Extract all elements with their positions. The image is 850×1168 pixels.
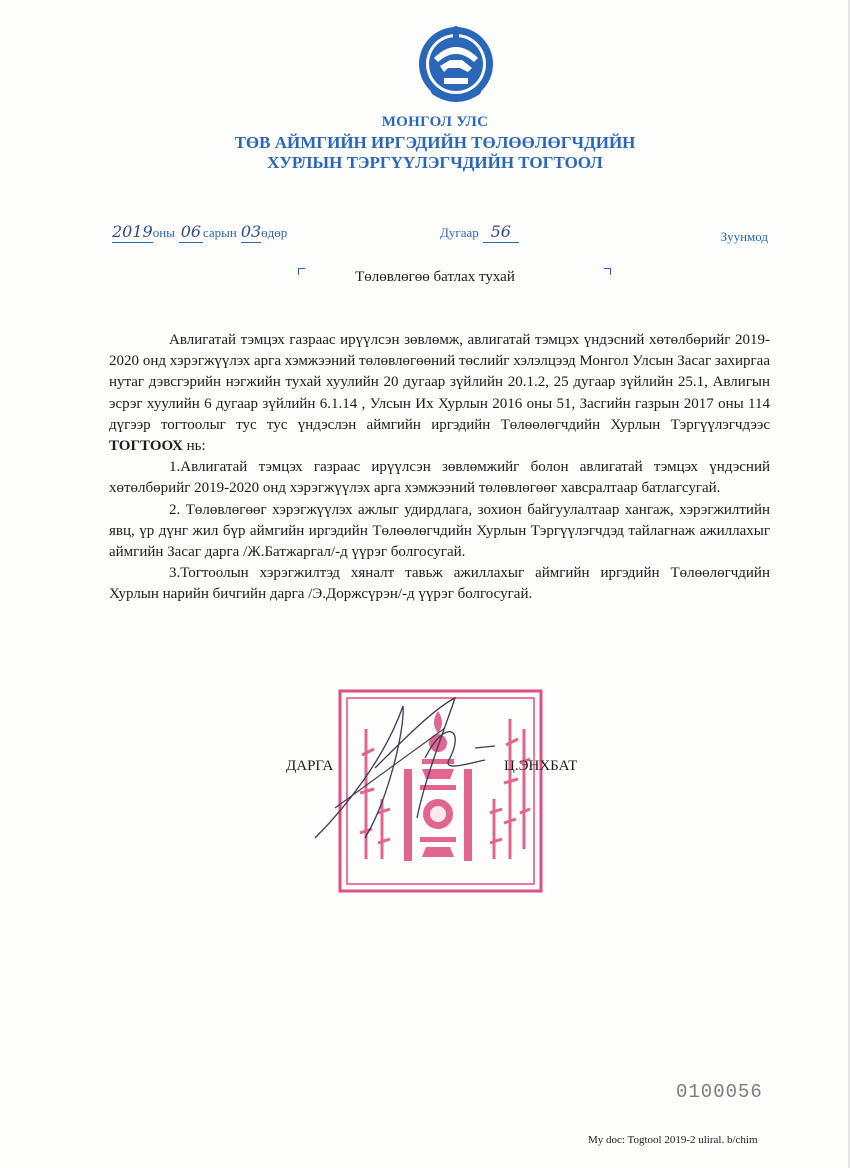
subject-title: Төлөвлөгөө батлах тухай xyxy=(355,269,515,285)
resolution-number: 56 xyxy=(490,222,511,241)
state-emblem-icon xyxy=(414,24,498,112)
date-month: 06 xyxy=(180,222,202,241)
date-year-suffix: оны xyxy=(152,225,175,240)
header-resolution: ХУРЛЫН ТЭРГҮҮЛЭГЧДИЙН ТОГТООЛ xyxy=(267,153,603,172)
footer-doc-path: My doc: Togtool 2019-2 uliral. b/chim xyxy=(588,1134,758,1146)
header-council: ТӨВ АЙМГИЙН ИРГЭДИЙН ТӨЛӨӨЛӨГЧДИЙН xyxy=(234,133,636,152)
header-country: МОНГОЛ УЛС xyxy=(381,114,489,130)
signatory-name: Ц.ЭНХБАТ xyxy=(504,758,578,774)
date-month-suffix: сарын xyxy=(202,225,237,240)
paragraph-item-2: 2. Төлөвлөгөөг хэрэгжүүлэх ажлыг удирдлага, зохион байгуулалтаар хангаж, хэрэгжилтийн явц, үр дүнг жил бүр аймгийн иргэдийн Төлөөлөгчдийн Хурлын Тэргүүлэгчдэд тайлагнаж ажиллахыг аймгийн Засаг дарга /Ж.Батжаргал/-д үүрэг болгосугай. xyxy=(109,501,770,561)
paragraph-item-3: 3.Тогтоолын хэрэгжилтэд хяналт тавьж ажиллахыг аймгийн иргэдийн Төлөөлөгчдийн Хурлын нарийн бичгийн дарга /Э.Доржсүрэн/-д үүрэг болгосугай. xyxy=(109,565,770,603)
resolution-body xyxy=(109,330,770,606)
place-name: Зуунмод xyxy=(720,229,768,244)
date-day-suffix: өдөр xyxy=(261,225,288,240)
number-line xyxy=(440,222,519,243)
handwritten-signature xyxy=(305,688,505,848)
paragraph-preamble: Авлигатай тэмцэх газраас ирүүлсэн зөвлөмж, авлигатай тэмцэх үндэсний хөтөлбөрийг 2019-2020 онд хэрэгжүүлэх арга хэмжээний төлөвлөгөөний төслийг хэлэлцээд Монгол Улсын Засаг захиргаа нутаг дэвсгэрийн нэгжийн тухай хуулийн 20 дугаар зүйлийн 20.1.2, 25 дугаар зүйлийн 25.1, Авлигын эсрэг хуулийн 6 дугаар зүйлийн 6.1.14 , Улсын Их Хурлын 2016 оны 51, Засгийн газрын 2017 оны 114 дүгээр тогтоолыг тус тус үндэслэн аймгийн иргэдийн Төлөөлөгчдийн Хурлын Тэргүүлэгчдээс ТОГТООХ нь: xyxy=(109,332,770,455)
serial-number: 0100056 xyxy=(676,1081,763,1103)
paragraph-item-1: 1.Авлигатай тэмцэх газраас ирүүлсэн зөвлөмжийг болон авлигатай тэмцэх үндэсний хөтөлбөрийг 2019-2020 онд хэрэгжүүлэх арга хэмжээний төлөвлөгөөг хавсралтаар батлагсугай. xyxy=(109,459,770,497)
number-label: Дугаар xyxy=(440,225,479,240)
date-line xyxy=(112,222,287,243)
signatory-title: ДАРГА xyxy=(286,758,334,774)
date-year: 2019 xyxy=(112,222,153,241)
date-day: 03 xyxy=(240,222,262,241)
decree-keyword: ТОГТООХ xyxy=(109,438,183,455)
